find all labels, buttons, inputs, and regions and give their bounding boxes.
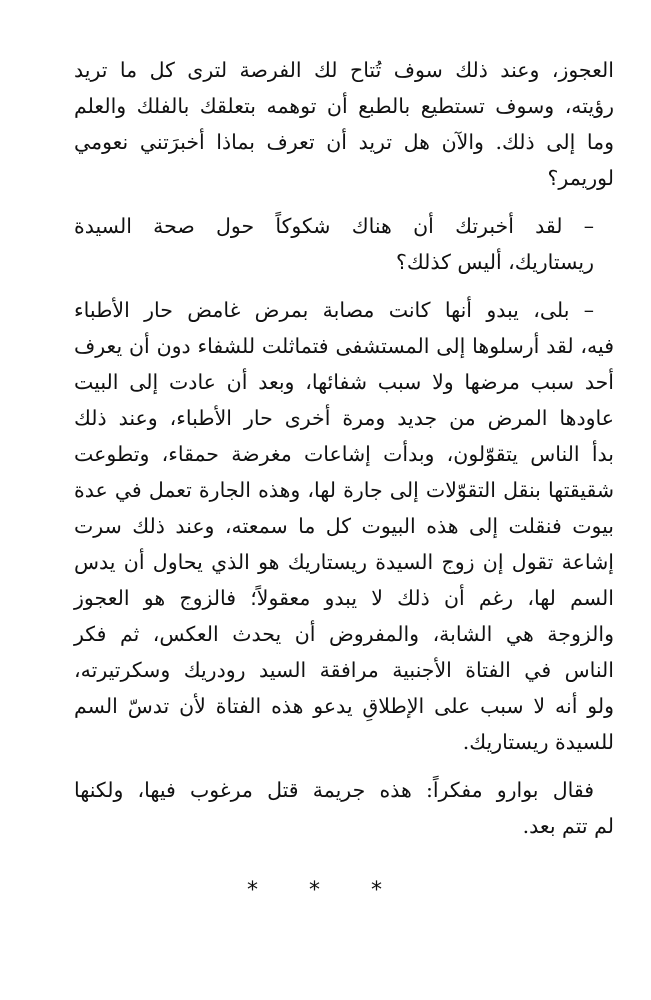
paragraph-2: [74, 208, 614, 280]
text-line: للسيدة ريستاريك.: [462, 730, 614, 754]
text-line: لوريمر؟: [547, 166, 614, 190]
page-body: [74, 52, 614, 856]
text-line: السم لها، رغم أن ذلك لا يبدو معقولاً؛ فالزوج هو العجوز: [74, 586, 614, 610]
text-line: – لقد أخبرتك أن هناك شكوكاً حول صحة السيدة: [74, 214, 594, 238]
text-line: ولو أنه لا سبب على الإطلاقِ يدعو هذه الفتاة لأن تدسّ السم: [74, 694, 614, 718]
text-line: ريستاريك، أليس كذلك؟: [395, 250, 594, 274]
text-line: أحد سبب مرضها ولا سبب شفائها، وبعد أن عادت إلى البيت: [74, 370, 614, 394]
text-line: وما إلى ذلك. والآن هل تريد أن تعرف بماذا أخبرَتني نعومي: [74, 130, 614, 154]
paragraph-4: [74, 772, 614, 844]
text-line: والزوجة هي الشابة، والمفروض أن يحدث العكس، ثم فكر: [74, 622, 614, 646]
text-line: رؤيته، وسوف تستطيع بالطبع أن توهمه بتعلقك بالفلك والعلم: [74, 94, 614, 118]
text-line: الناس في الفتاة الأجنبية مرافقة السيد رودريك وسكرتيرته،: [74, 658, 614, 682]
text-line: عاودها المرض من جديد ومرة أخرى حار الأطباء، وعند ذلك: [74, 406, 614, 430]
text-line: شقيقتها بنقل التقوّلات إلى جارة لها، وهذه الجارة تعمل في عدة: [74, 478, 614, 502]
paragraph-1: [74, 52, 614, 196]
text-line: العجوز، وعند ذلك سوف تُتاح لك الفرصة لترى كل ما تريد: [74, 58, 614, 82]
section-separator: * * *: [247, 878, 404, 903]
text-line: – بلى، يبدو أنها كانت مصابة بمرض غامض حار الأطباء: [74, 298, 594, 322]
paragraph-3: [74, 292, 614, 760]
text-line: فيه، لقد أرسلوها إلى المستشفى فتماثلت للشفاء دون أن يعرف: [74, 334, 614, 358]
text-line: لم تتم بعد.: [522, 814, 614, 838]
text-line: إشاعة تقول إن زوج السيدة ريستاريك هو الذي يحاول أن يدس: [74, 550, 614, 574]
text-line: بيوت فنقلت إلى هذه البيوت كل ما سمعته، وعند ذلك سرت: [74, 514, 614, 538]
text-line: فقال بوارو مفكراً: هذه جريمة قتل مرغوب فيها، ولكنها: [74, 778, 594, 802]
text-line: بدأ الناس يتقوّلون، وبدأت إشاعات مغرضة حمقاء، وتطوعت: [74, 442, 614, 466]
